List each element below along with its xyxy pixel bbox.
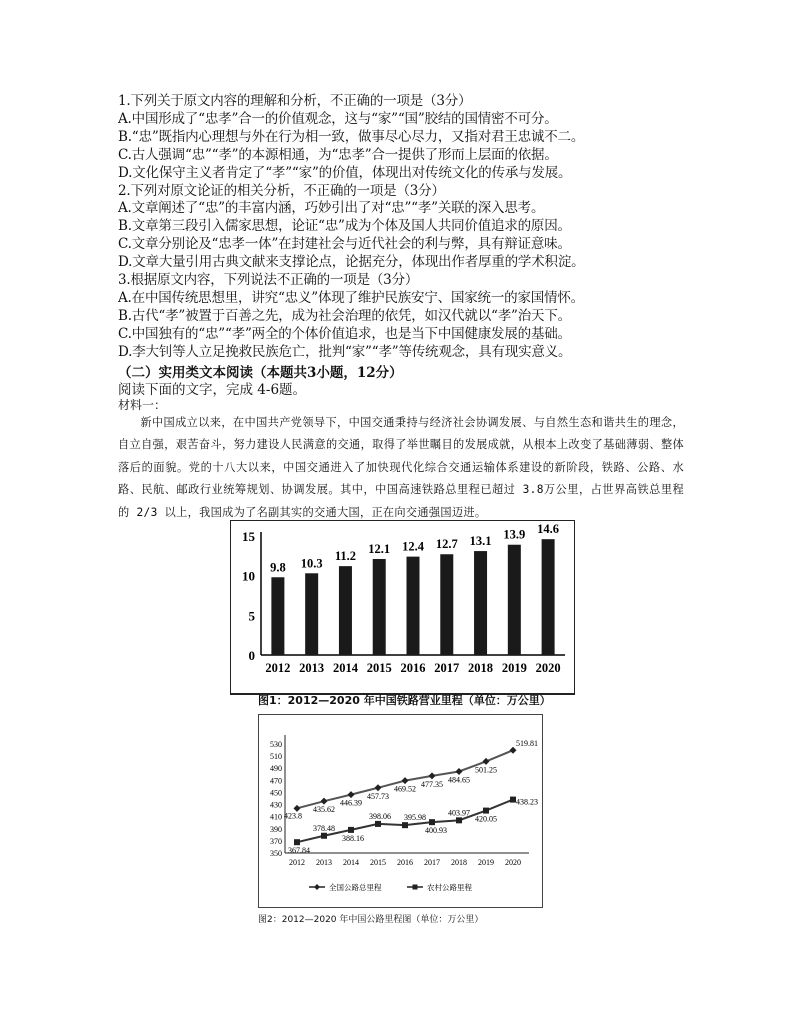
y-tick-label: 15 bbox=[242, 529, 255, 544]
bar-value-label: 9.8 bbox=[270, 560, 286, 575]
series-point bbox=[483, 758, 490, 765]
series-point bbox=[402, 777, 409, 784]
point-value-label: 420.05 bbox=[475, 814, 497, 824]
bar-value-label: 13.1 bbox=[469, 534, 492, 549]
question-line: 1.下列关于原文内容的理解和分析，不正确的一项是（3分） bbox=[118, 93, 472, 109]
bar bbox=[474, 551, 487, 655]
material-label: 材料一： bbox=[118, 398, 167, 412]
point-value-label: 435.62 bbox=[313, 805, 335, 815]
bar bbox=[339, 566, 352, 655]
legend-label: 全国公路总里程 bbox=[329, 883, 382, 892]
x-tick-label: 2019 bbox=[501, 661, 527, 675]
x-tick-label: 2020 bbox=[505, 858, 521, 867]
x-tick-label: 2018 bbox=[468, 661, 494, 675]
bar-value-label: 11.2 bbox=[334, 549, 357, 564]
point-value-label: 423.8 bbox=[284, 811, 302, 821]
point-value-label: 403.97 bbox=[448, 808, 470, 818]
series-point bbox=[321, 798, 328, 805]
bar bbox=[440, 554, 453, 655]
y-tick-label: 350 bbox=[270, 849, 282, 858]
railway-chart-svg bbox=[231, 521, 574, 693]
series-point bbox=[456, 768, 463, 775]
x-tick-label: 2020 bbox=[535, 661, 561, 675]
y-tick-label: 370 bbox=[270, 836, 282, 846]
railway-bar-chart bbox=[230, 520, 575, 695]
series-point bbox=[348, 791, 355, 798]
legend-marker bbox=[413, 885, 418, 890]
instruction: 阅读下面的文字，完成 4-6题。 bbox=[118, 382, 307, 398]
question-line: A.文章阐述了“忠”的丰富内涵，巧妙引出了对“忠”“孝”关联的深入思考。 bbox=[118, 200, 545, 217]
y-tick-label: 530 bbox=[270, 740, 282, 750]
chart2-caption: 图2：2012—2020 年中国公路里程图（单位：万公里） bbox=[258, 915, 484, 925]
point-value-label: 400.93 bbox=[425, 826, 447, 836]
question-line: D.文化保守主义者肯定了“孝”“家”的价值，体现出对传统文化的传承与发展。 bbox=[118, 164, 572, 181]
x-tick-label: 2014 bbox=[332, 661, 358, 675]
point-value-label: 457.73 bbox=[367, 791, 389, 801]
y-tick-label: 10 bbox=[242, 568, 255, 584]
bar bbox=[305, 573, 318, 655]
y-tick-label: 510 bbox=[270, 752, 282, 762]
series-point bbox=[375, 821, 381, 827]
question-line: A.中国形成了“忠孝”合一的价值观念，这与“家”“国”胶结的国情密不可分。 bbox=[118, 110, 558, 127]
point-value-label: 484.65 bbox=[448, 775, 470, 785]
bar-value-label: 13.9 bbox=[503, 527, 526, 542]
series-point bbox=[402, 822, 408, 828]
question-line: A.在中国传统思想里，讲究“忠义”体现了维护民族安宁、国家统一的家国情怀。 bbox=[118, 289, 584, 306]
question-line: C.中国独有的“忠”“孝”两全的个体价值追求，也是当下中国健康发展的基础。 bbox=[118, 325, 571, 342]
y-tick-label: 430 bbox=[270, 800, 282, 810]
y-tick-label: 450 bbox=[270, 788, 282, 798]
y-tick-label: 470 bbox=[270, 776, 282, 786]
question-line: D.文章大量引用古典文献来支撑论点，论据充分，体现出作者厚重的学术积淀。 bbox=[118, 254, 585, 271]
y-tick-label: 390 bbox=[270, 824, 282, 834]
y-tick-label: 0 bbox=[248, 648, 255, 663]
legend-marker bbox=[314, 884, 320, 890]
series-point bbox=[321, 833, 327, 839]
x-tick-label: 2018 bbox=[451, 858, 467, 867]
x-tick-label: 2019 bbox=[478, 858, 494, 867]
question-line: B.“忠”既指内心理想与外在行为相一致，做事尽心尽力，又指对君王忠诚不二。 bbox=[118, 128, 585, 145]
x-tick-label: 2015 bbox=[370, 858, 386, 867]
question-line: C.古人强调“忠”“孝”的本源相通，为“忠孝”合一提供了形而上层面的依据。 bbox=[118, 146, 558, 163]
x-tick-label: 2015 bbox=[366, 661, 392, 675]
point-value-label: 446.39 bbox=[340, 798, 362, 808]
point-value-label: 469.52 bbox=[394, 784, 416, 794]
series-point bbox=[429, 819, 435, 825]
point-value-label: 519.81 bbox=[516, 739, 538, 749]
series-point bbox=[294, 839, 300, 845]
bar bbox=[407, 557, 420, 655]
section-title: （二）实用类文本阅读（本题共3小题，12分） bbox=[118, 365, 403, 381]
question-line: B.文章第三段引入儒家思想，论证“忠”成为个体及国人共同价值追求的原因。 bbox=[118, 218, 571, 235]
bar-value-label: 12.7 bbox=[435, 537, 458, 552]
point-value-label: 378.48 bbox=[313, 823, 335, 833]
question-line: B.古代“孝”被置于百善之先，成为社会治理的依凭，如汉代就以“孝”治天下。 bbox=[118, 307, 571, 324]
bar bbox=[373, 559, 386, 655]
x-tick-label: 2014 bbox=[343, 858, 359, 867]
material-paragraph: 新中国成立以来，在中国共产党领导下，中国交通秉持与经济社会协调发展、与自然生态和谐共生的理念，自立自强，艰苦奋斗，努力建设人民满意的交通，取得了举世瞩目的发展成就，从根本上改变了基础薄弱、整体落后的面貌。党的十八大以来，中国交通进入了加快现代化综合交通运输体系建设的新阶段，铁路、公路、水路、民航、邮政行业统筹规划、协调发展。其中，中国高速铁路总里程已超过 3.8万公里，占世界高铁总里程的 2/3 以上，我国成为了名副其实的交通大国，正在向交通强国迈进。 bbox=[118, 416, 684, 519]
x-tick-label: 2016 bbox=[400, 661, 426, 675]
point-value-label: 501.25 bbox=[475, 765, 497, 775]
legend-label: 农村公路里程 bbox=[427, 883, 472, 892]
series-point bbox=[456, 817, 462, 823]
bar bbox=[271, 577, 284, 655]
point-value-label: 395.98 bbox=[404, 813, 426, 823]
bar bbox=[542, 539, 555, 655]
bar-value-label: 10.3 bbox=[300, 556, 323, 571]
series-point bbox=[348, 827, 354, 833]
x-tick-label: 2016 bbox=[397, 858, 413, 867]
question-line: C.文章分别论及“忠孝一体”在封建社会与近代社会的利与弊，具有辩证意味。 bbox=[118, 236, 571, 253]
highway-chart-svg bbox=[259, 715, 542, 907]
x-tick-label: 2012 bbox=[265, 661, 291, 675]
point-value-label: 388.16 bbox=[342, 833, 364, 843]
series-point bbox=[429, 772, 436, 779]
question-line: D.李大钊等人立足挽救民族危亡，批判“家”“孝”等传统观念，具有现实意义。 bbox=[118, 343, 572, 360]
x-tick-label: 2017 bbox=[424, 858, 440, 867]
point-value-label: 477.35 bbox=[421, 779, 443, 789]
x-tick-label: 2013 bbox=[316, 858, 332, 867]
bar bbox=[508, 545, 521, 655]
x-tick-label: 2013 bbox=[299, 661, 325, 675]
bar-value-label: 12.4 bbox=[402, 539, 424, 554]
point-value-label: 367.84 bbox=[288, 846, 310, 856]
series-point bbox=[483, 808, 489, 814]
x-tick-label: 2012 bbox=[289, 858, 305, 867]
x-tick-label: 2017 bbox=[434, 661, 460, 675]
question-line: 2.下列对原文论证的相关分析，不正确的一项是（3分） bbox=[118, 182, 445, 199]
series-point bbox=[375, 784, 382, 791]
y-tick-label: 5 bbox=[248, 608, 255, 624]
point-value-label: 398.06 bbox=[369, 811, 391, 821]
bar-value-label: 12.1 bbox=[368, 542, 391, 557]
highway-line-chart bbox=[258, 714, 543, 908]
chart1-caption: 图1：2012—2020 年中国铁路营业里程（单位：万公里） bbox=[258, 694, 551, 707]
y-tick-label: 410 bbox=[270, 812, 282, 822]
y-tick-label: 490 bbox=[270, 764, 282, 774]
question-line: 3.根据原文内容，下列说法不正确的一项是（3分） bbox=[118, 272, 419, 288]
bar-value-label: 14.6 bbox=[537, 522, 560, 537]
point-value-label: 438.23 bbox=[516, 797, 538, 807]
